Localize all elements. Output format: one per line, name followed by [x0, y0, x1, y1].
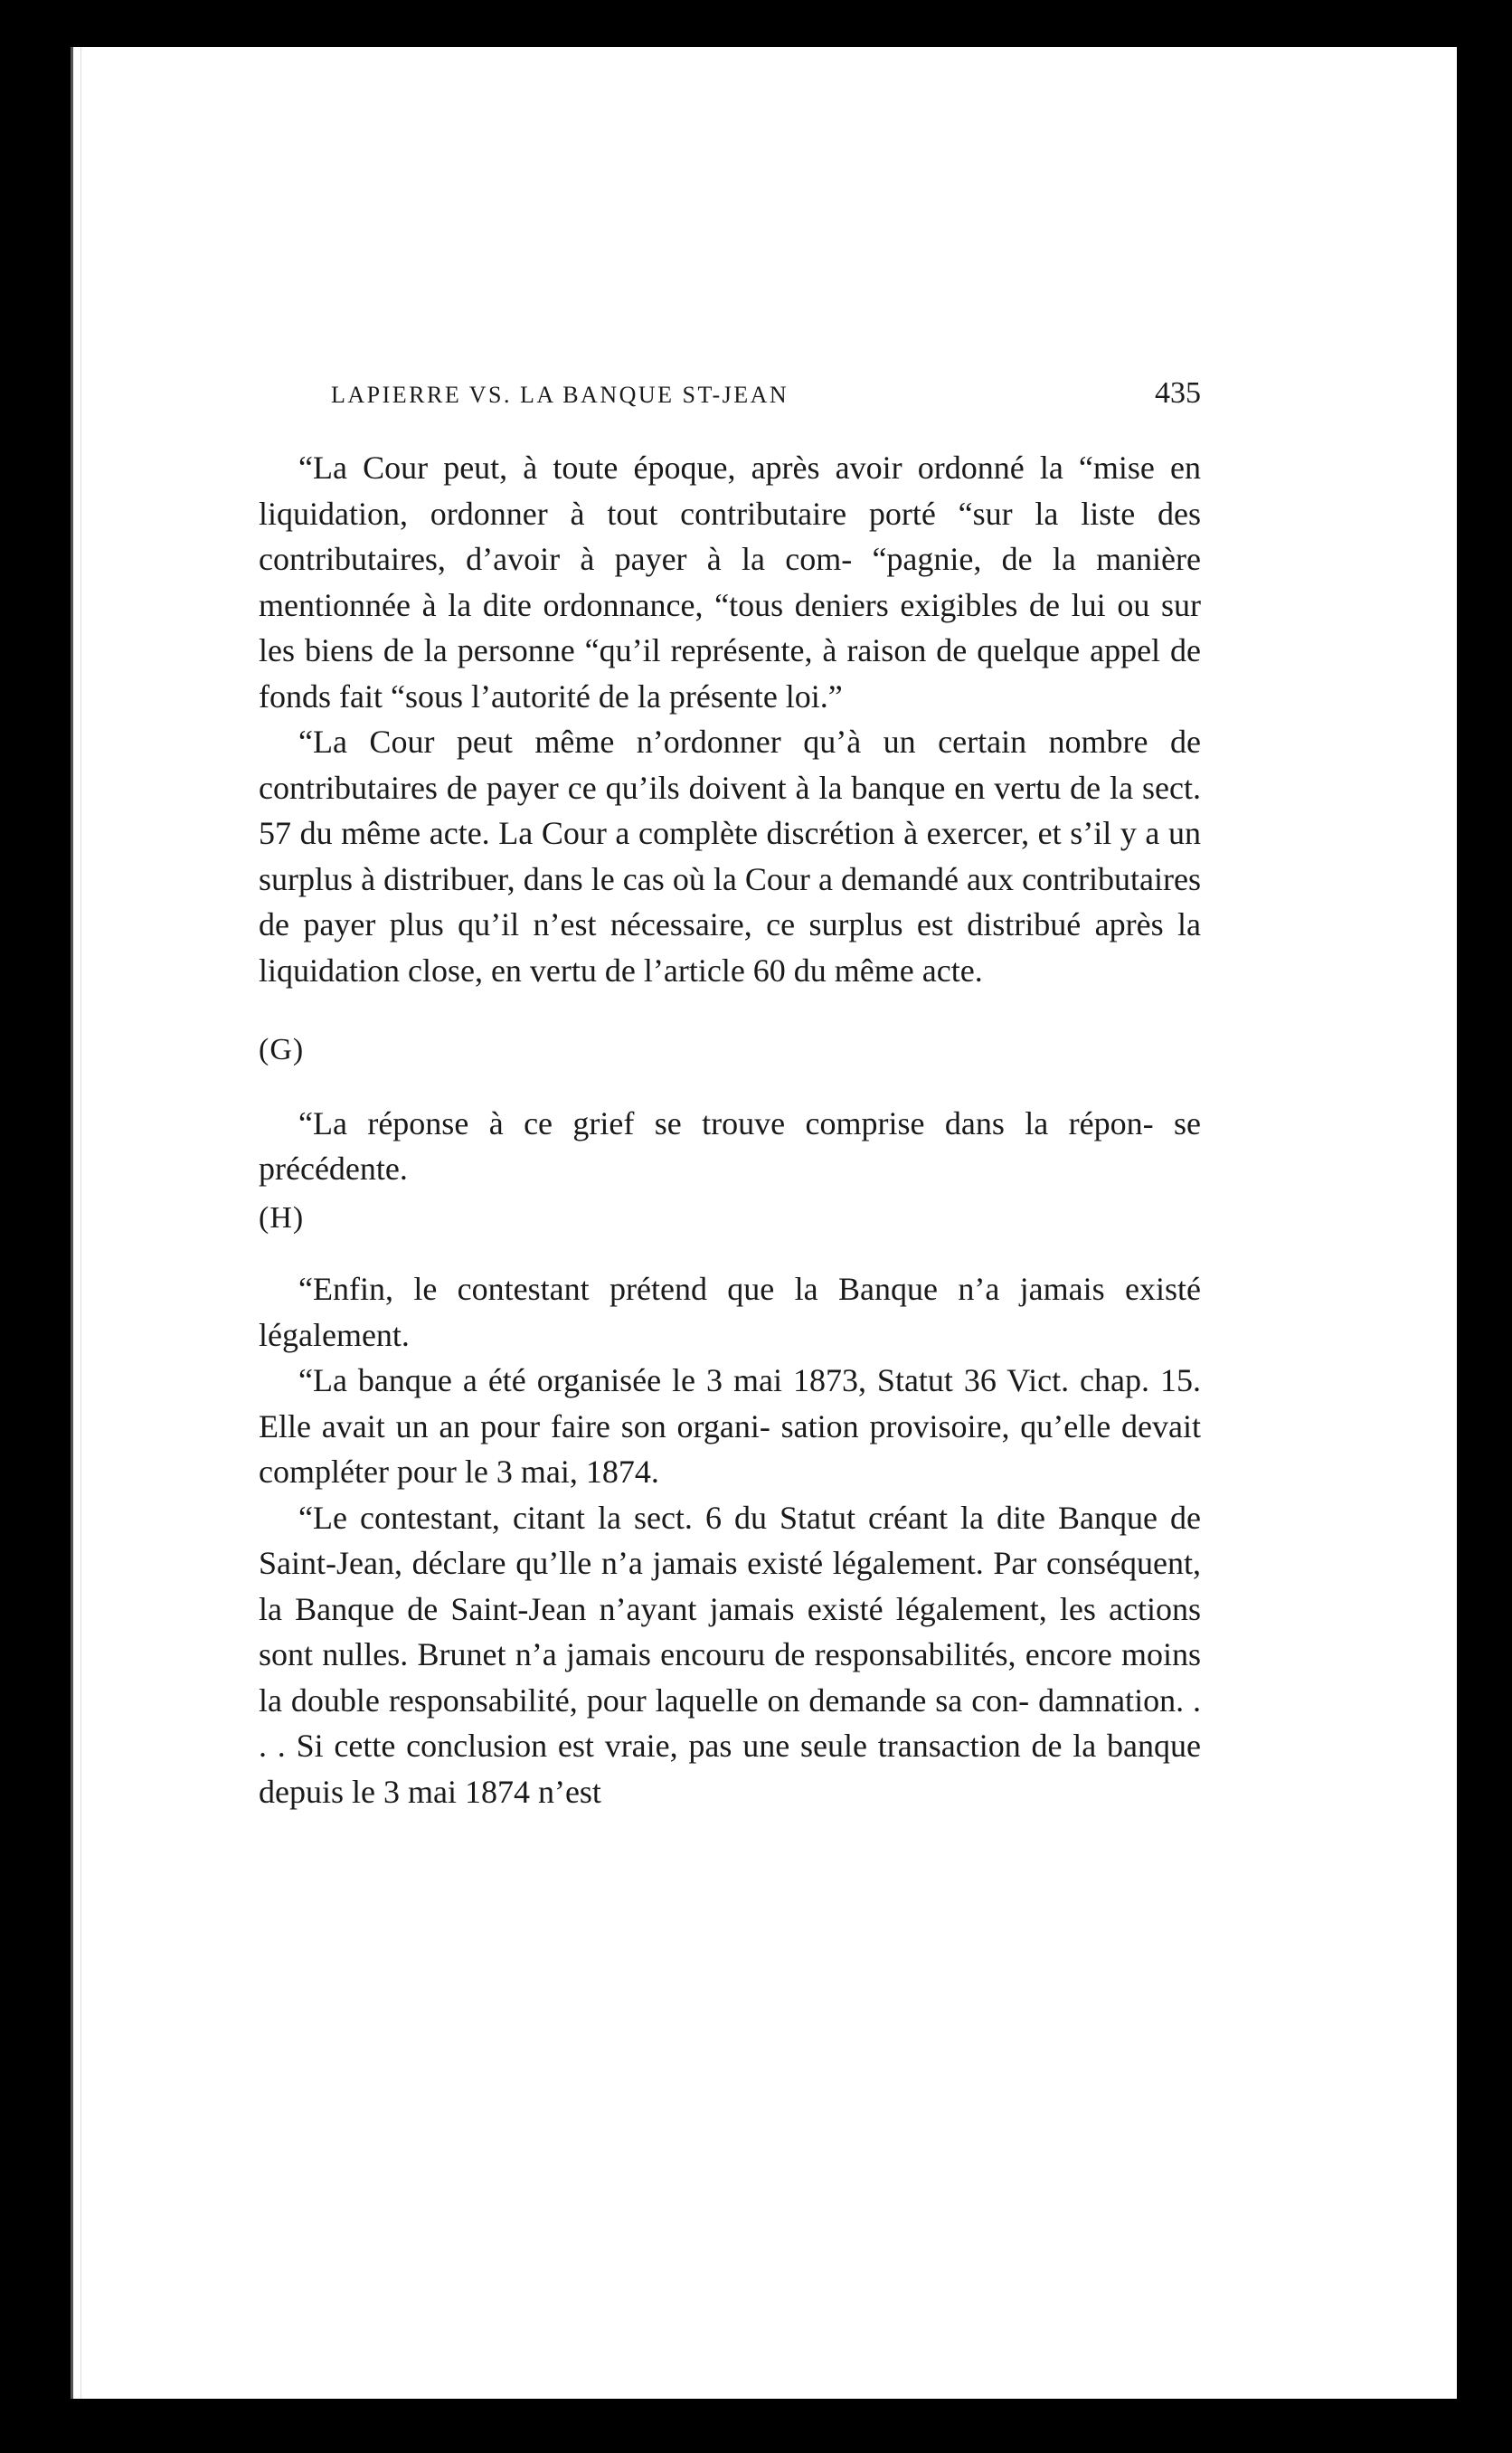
- section-label-g: (G): [259, 1033, 305, 1066]
- paragraph-contestant-claim: “Enfin, le contestant prétend que la Banque n’a jamais existé légalement.: [259, 1271, 1201, 1353]
- paragraph-bank-organised: “La banque a été organisée le 3 mai 1873, Statut 36 Vict. chap. 15. Elle avait un an pour faire son organi- sation provisoire, qu’elle devait compléter pour le 3 mai, 1874.: [259, 1362, 1201, 1490]
- running-head: [259, 376, 1201, 427]
- section-label-h: (H): [259, 1200, 305, 1235]
- running-title: LAPIERRE VS. LA BANQUE ST-JEAN: [331, 382, 789, 408]
- page-number: 435: [1155, 376, 1201, 410]
- paragraph-court-discretion: “La Cour peut même n’ordonner qu’à un certain nombre de contributaires de payer ce qu’ils doivent à la banque en vertu de la sect. 57 du même acte. La Cour a complète discrétion à exercer, et s’il y a un surplus à distribuer, dans le cas où la Cour a demandé aux contributaires de payer plus qu’il n’est nécessaire, ce surplus est distribué après la liquidation close, en vertu de l’article 60 du même acte.: [259, 724, 1201, 989]
- scanned-page: [71, 47, 1457, 2399]
- paragraph-court-may-order: “La Cour peut, à toute époque, après avoir ordonné la “mise en liquidation, ordonner à tout contributaire porté “sur la liste des contributaires, d’avoir à payer à la com- “pagnie, de la manière mentionnée à la dite ordonnance, “tous deniers exigibles de lui ou sur les biens de la personne “qu’il représente, à raison de quelque appel de fonds fait “sous l’autorité de la présente loi.”: [259, 450, 1201, 715]
- paragraph-contestant-cites: “Le contestant, citant la sect. 6 du Statut créant la dite Banque de Saint-Jean, déclare qu’lle n’a jamais existé légalement. Par conséquent, la Banque de Saint-Jean n’ayant jamais existé légalement, les actions sont nulles. Brunet n’a jamais encouru de responsabilités, encore moins la double responsabilité, pour laquelle on demande sa con- damnation. . . . Si cette conclusion est vraie, pas une seule transaction de la banque depuis le 3 mai 1874 n’est: [259, 1499, 1201, 1810]
- paragraph-response-g: “La réponse à ce grief se trouve comprise dans la répon- se précédente.: [259, 1104, 1201, 1187]
- body-text: [259, 445, 1201, 1814]
